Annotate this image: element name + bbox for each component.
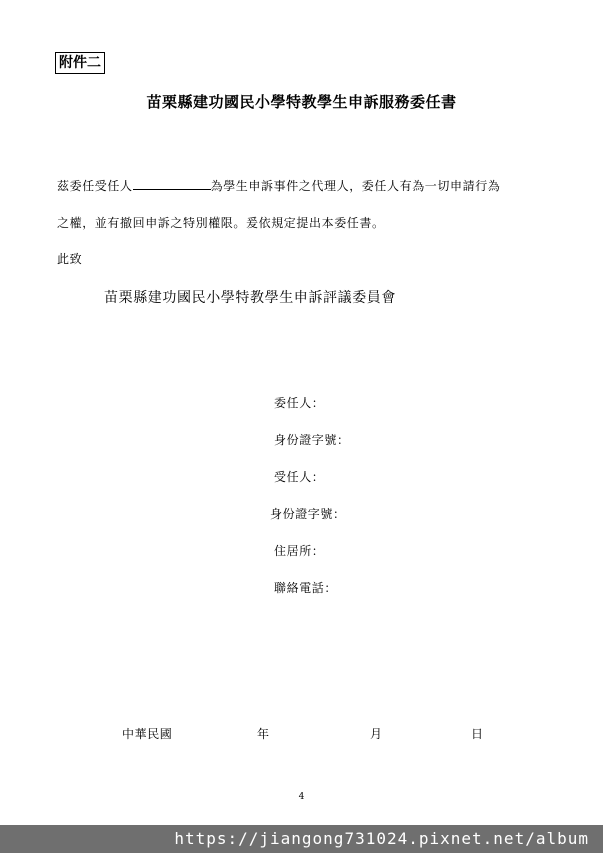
watermark-bar <box>0 825 603 853</box>
body-line-1 <box>57 177 500 194</box>
sig-field-agent: 受任人： <box>274 470 325 484</box>
sig-field-phone: 聯絡電話： <box>274 581 338 595</box>
sig-field-agent-id: 身份證字號： <box>270 507 346 521</box>
attachment-label: 附件二 <box>55 52 105 74</box>
body-line-2: 之權，並有撤回申訴之特別權限。爰依規定提出本委任書。 <box>57 216 385 230</box>
page-number: 4 <box>298 792 305 802</box>
sig-field-principal-id: 身份證字號： <box>274 433 350 447</box>
date-era: 中華民國 <box>122 727 173 741</box>
date-day: 日 <box>471 727 484 741</box>
sig-field-address: 住居所： <box>274 544 325 558</box>
body-line-1-after: 為學生申訴事件之代理人，委任人有為一切申請行為 <box>210 179 501 193</box>
sig-field-principal: 委任人： <box>274 396 325 410</box>
watermark-url: https://jiangong731024.pixnet.net/album <box>174 829 589 848</box>
salutation: 此致 <box>57 252 83 266</box>
document-title: 苗栗縣建功國民小學特教學生申訴服務委任書 <box>146 93 457 111</box>
date-year: 年 <box>257 727 270 741</box>
body-line-1-before: 茲委任受任人 <box>57 179 133 193</box>
agent-name-blank <box>133 179 211 190</box>
recipient: 苗栗縣建功國民小學特教學生申訴評議委員會 <box>104 290 396 306</box>
date-month: 月 <box>370 727 383 741</box>
